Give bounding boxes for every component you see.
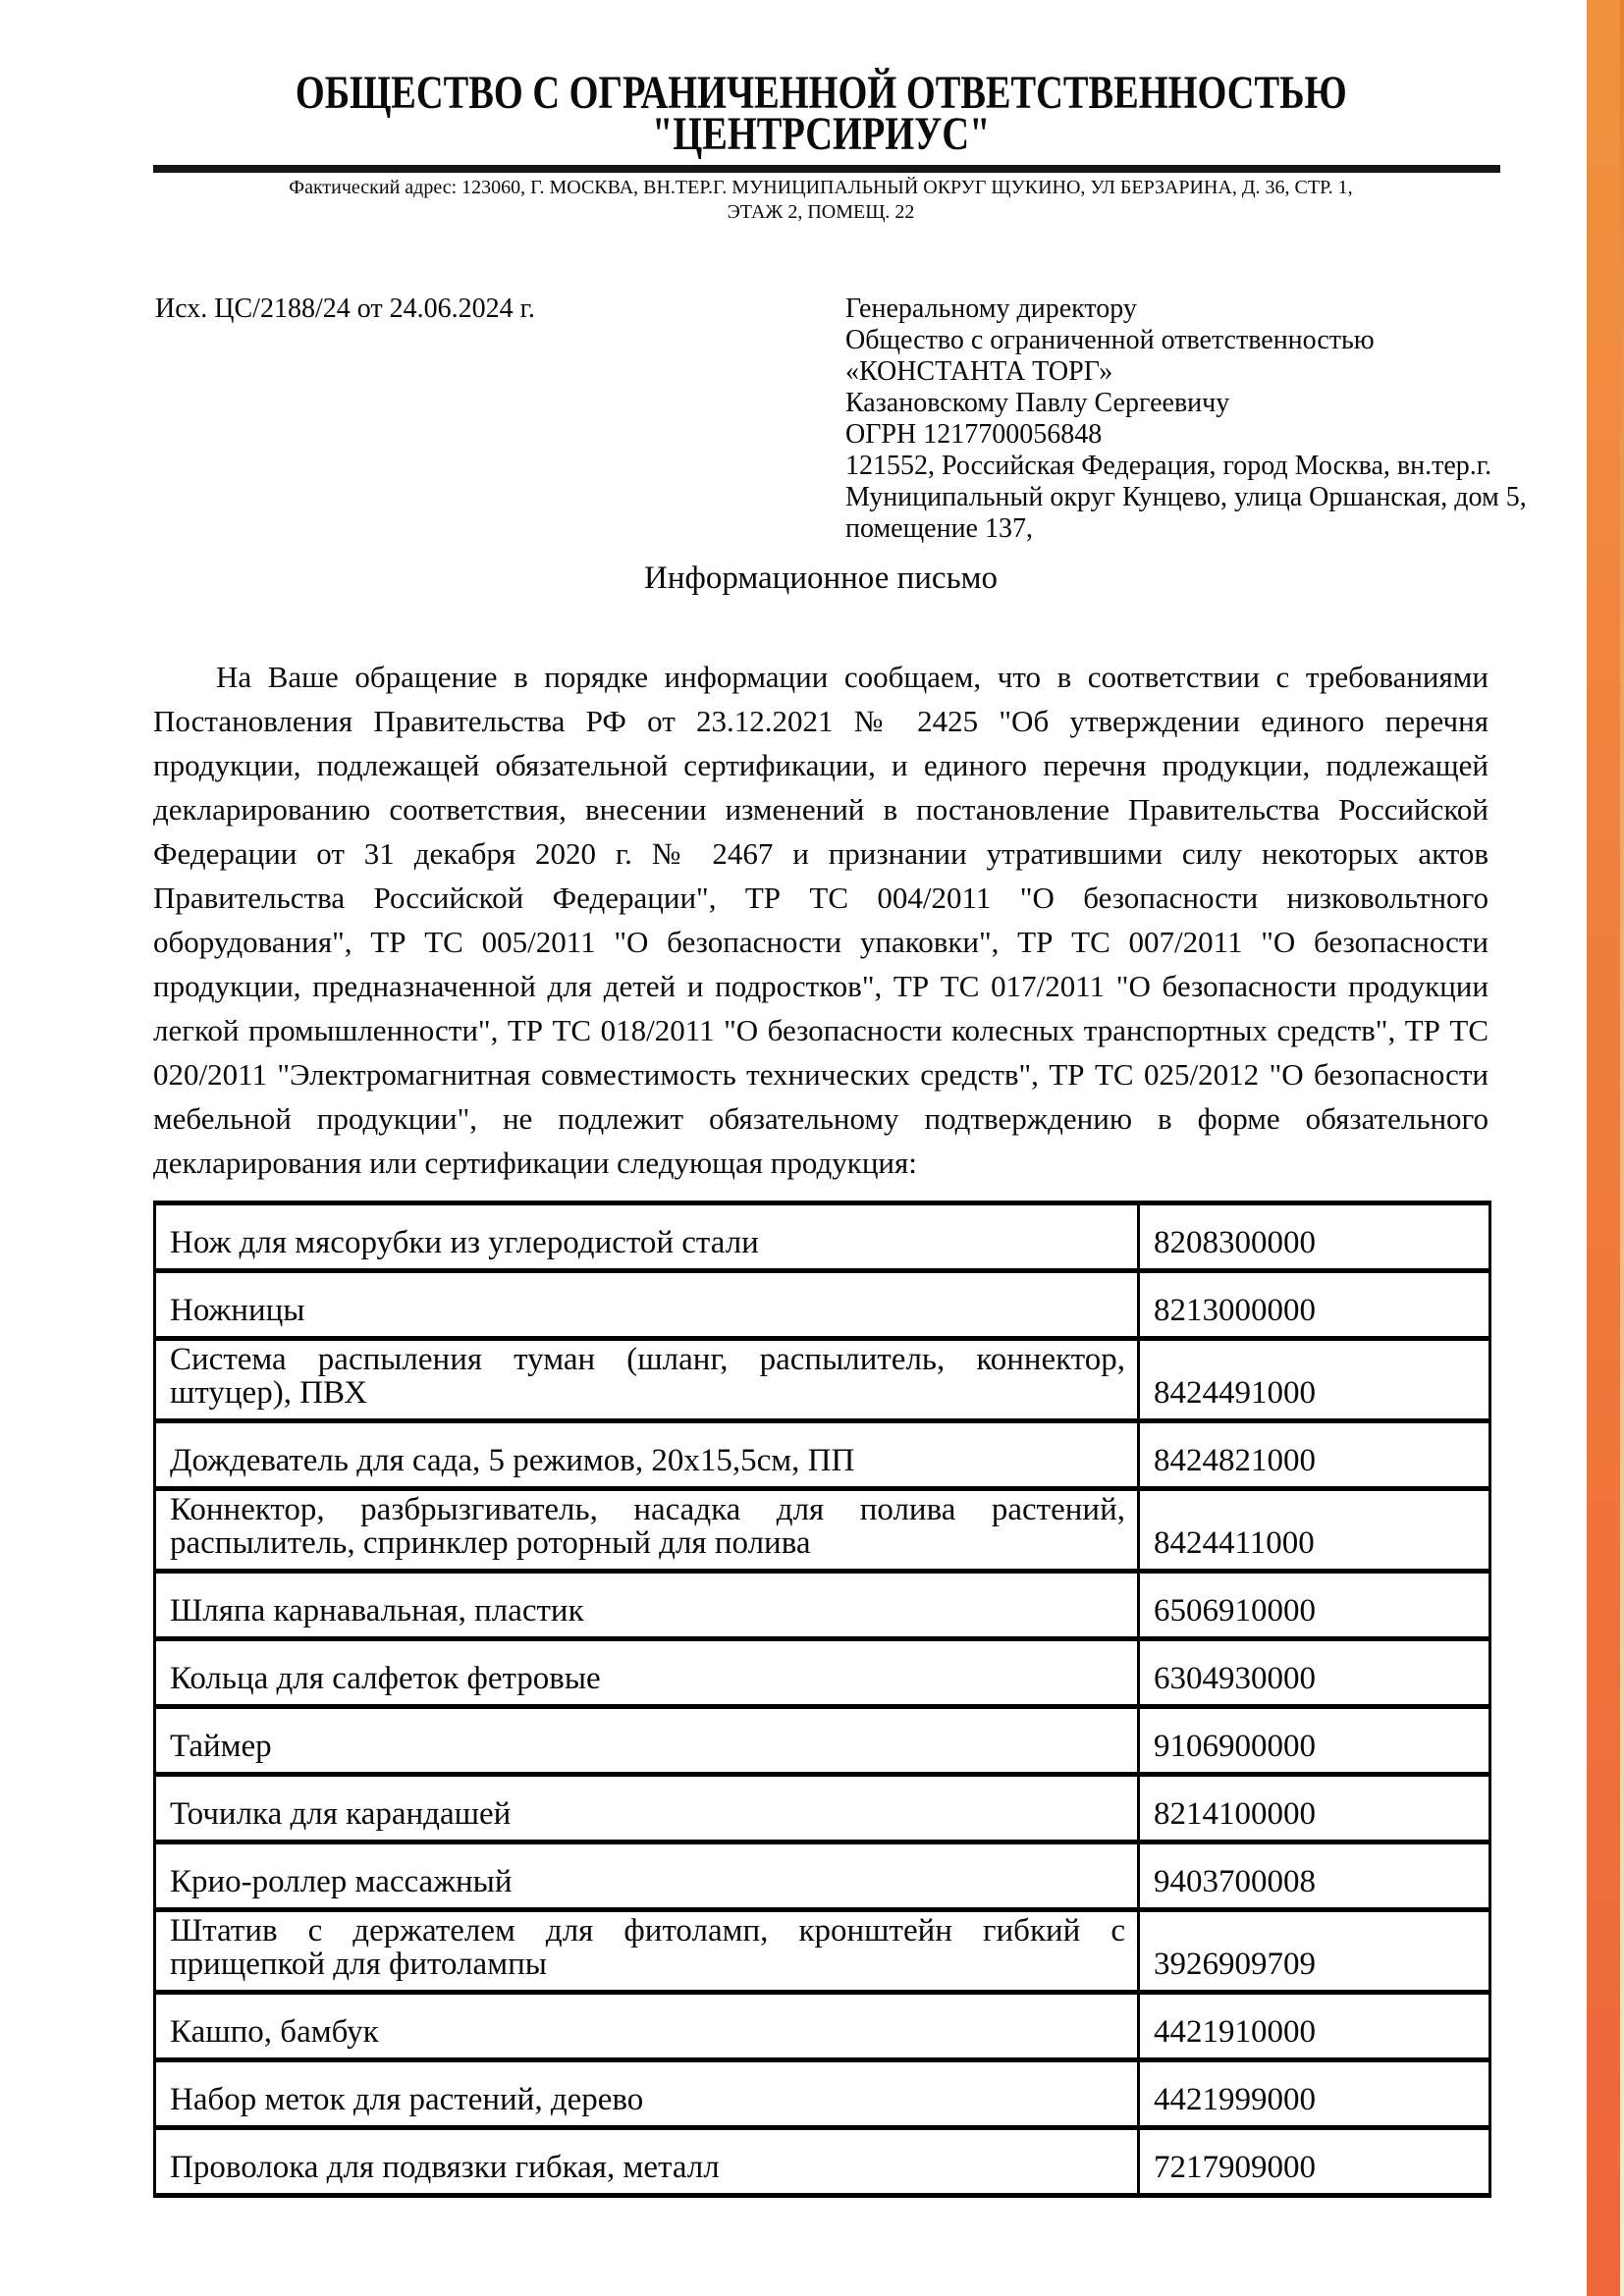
product-code-cell: 7217909000 bbox=[1139, 2128, 1490, 2196]
company-header bbox=[153, 0, 1489, 160]
reference-and-recipient bbox=[153, 294, 1527, 545]
recipient-line: Общество с ограниченной ответственностью bbox=[845, 325, 1375, 355]
body-line: продукции, предназначенной для детей и подростков", ТР ТС 017/2011 "О безопасности продукции bbox=[153, 969, 1489, 1003]
table-row bbox=[155, 1489, 1490, 1572]
product-name-cell: Дождеватель для сада, 5 режимов, 20х15,5см, ПП bbox=[155, 1421, 1139, 1489]
company-name-line-1: ОБЩЕСТВО С ОГРАНИЧЕННОЙ ОТВЕТСТВЕННОСТЬЮ bbox=[295, 67, 1347, 119]
table-row bbox=[155, 1572, 1490, 1639]
body-line: декларирования или сертификации следующая продукция: bbox=[153, 1146, 917, 1180]
product-code-cell: 6506910000 bbox=[1139, 1572, 1490, 1639]
product-code-cell: 9106900000 bbox=[1139, 1707, 1490, 1775]
body-line: На Ваше обращение в порядке информации сообщаем, что в соответствии с требованиями bbox=[216, 660, 1489, 694]
table-row bbox=[155, 1421, 1490, 1489]
table-row bbox=[155, 1842, 1490, 1910]
body-line: мебельной продукции", не подлежит обязательному подтверждению в форме обязательного bbox=[153, 1101, 1489, 1136]
product-name-cell: Точилка для карандашей bbox=[155, 1775, 1139, 1842]
company-address-line-2: ЭТАЖ 2, ПОМЕЩ. 22 bbox=[727, 201, 915, 223]
recipient-line: «КОНСТАНТА ТОРГ» bbox=[845, 356, 1113, 387]
product-code-cell: 8213000000 bbox=[1139, 1271, 1490, 1339]
product-code-cell: 8424821000 bbox=[1139, 1421, 1490, 1489]
letter-content bbox=[153, 0, 1527, 2198]
recipient-line: Муниципальный округ Кунцево, улица Оршанская, дом 5, bbox=[845, 482, 1527, 512]
letter-title: Информационное письмо bbox=[643, 561, 999, 596]
company-address bbox=[153, 176, 1489, 225]
table-row bbox=[155, 2060, 1490, 2128]
table-row bbox=[155, 1910, 1490, 1993]
product-code-cell: 8208300000 bbox=[1139, 1203, 1490, 1271]
product-code-cell: 9403700008 bbox=[1139, 1842, 1490, 1910]
product-code-cell: 4421999000 bbox=[1139, 2060, 1490, 2128]
recipient-line: помещение 137, bbox=[845, 513, 1033, 544]
body-line: Постановления Правительства РФ от 23.12.2021 № 2425 "Об утверждении единого перечня bbox=[153, 704, 1489, 738]
product-name-cell: Коннектор, разбрызгиватель, насадка для полива растений, распылитель, спринклер роторный для полива bbox=[155, 1489, 1139, 1572]
product-code-cell: 8424411000 bbox=[1139, 1489, 1490, 1572]
product-name-cell: Ножницы bbox=[155, 1271, 1139, 1339]
body-line: Правительства Российской Федерации", ТР ТС 004/2011 "О безопасности низковольтного bbox=[153, 881, 1489, 915]
product-name-cell: Система распыления туман (шланг, распылитель, коннектор, штуцер), ПВХ bbox=[155, 1339, 1139, 1421]
table-row bbox=[155, 1993, 1490, 2060]
header-divider-rule bbox=[153, 165, 1500, 173]
table-row bbox=[155, 2128, 1490, 2196]
recipient-block bbox=[845, 294, 1527, 545]
product-name-cell: Шляпа карнавальная, пластик bbox=[155, 1572, 1139, 1639]
table-row bbox=[155, 1339, 1490, 1421]
company-name-line-2: "ЦЕНТРСИРИУС" bbox=[651, 108, 991, 160]
company-address-line-1: Фактический адрес: 123060, Г. МОСКВА, ВН.ТЕР.Г. МУНИЦИПАЛЬНЫЙ ОКРУГ ЩУКИНО, УЛ БЕРЗАРИНА, Д. 36, СТР. 1, bbox=[289, 177, 1353, 198]
letter-body bbox=[153, 655, 1489, 1185]
recipient-line: 121552, Российская Федерация, город Москва, вн.тер.г. bbox=[845, 451, 1492, 481]
recipient-line: Генеральному директору bbox=[845, 294, 1137, 324]
product-code-cell: 8424491000 bbox=[1139, 1339, 1490, 1421]
product-name-cell: Таймер bbox=[155, 1707, 1139, 1775]
body-line: 020/2011 "Электромагнитная совместимость технических средств", ТР ТС 025/2012 "О безопасности bbox=[153, 1057, 1489, 1092]
body-line: легкой промышленности", ТР ТС 018/2011 "О безопасности колесных транспортных средств", ТР ТС bbox=[153, 1013, 1489, 1047]
table-row bbox=[155, 1639, 1490, 1707]
body-line: продукции, подлежащей обязательной сертификации, и единого перечня продукции, подлежащей bbox=[153, 748, 1489, 782]
recipient-line: ОГРН 1217700056848 bbox=[845, 419, 1103, 450]
right-accent-bar-edge bbox=[1620, 0, 1624, 2296]
product-code-cell: 8214100000 bbox=[1139, 1775, 1490, 1842]
table-row bbox=[155, 1271, 1490, 1339]
body-line: декларированию соответствия, внесении изменений в постановление Правительства Российской bbox=[153, 792, 1489, 827]
body-line: оборудования", ТР ТС 005/2011 "О безопасности упаковки", ТР ТС 007/2011 "О безопасности bbox=[153, 925, 1489, 959]
outgoing-reference-number: Исх. ЦС/2188/24 от 24.06.2024 г. bbox=[155, 294, 535, 324]
product-code-cell: 6304930000 bbox=[1139, 1639, 1490, 1707]
recipient-line: Казановскому Павлу Сергеевичу bbox=[845, 388, 1230, 418]
product-code-cell: 4421910000 bbox=[1139, 1993, 1490, 2060]
product-name-cell: Штатив с держателем для фитоламп, кронштейн гибкий с прищепкой для фитолампы bbox=[155, 1910, 1139, 1993]
product-name-cell: Набор меток для растений, дерево bbox=[155, 2060, 1139, 2128]
product-code-cell: 3926909709 bbox=[1139, 1910, 1490, 1993]
product-name-cell: Проволока для подвязки гибкая, металл bbox=[155, 2128, 1139, 2196]
product-name-cell: Нож для мясорубки из углеродистой стали bbox=[155, 1203, 1139, 1271]
product-name-cell: Крио-роллер массажный bbox=[155, 1842, 1139, 1910]
product-name-cell: Кольца для салфеток фетровые bbox=[155, 1639, 1139, 1707]
body-line: Федерации от 31 декабря 2020 г. № 2467 и признании утратившими силу некоторых актов bbox=[153, 836, 1489, 871]
table-row bbox=[155, 1707, 1490, 1775]
products-table bbox=[153, 1201, 1491, 2198]
right-accent-bar bbox=[1587, 0, 1620, 2296]
product-name-cell: Кашпо, бамбук bbox=[155, 1993, 1139, 2060]
table-row bbox=[155, 1775, 1490, 1842]
table-row bbox=[155, 1203, 1490, 1271]
